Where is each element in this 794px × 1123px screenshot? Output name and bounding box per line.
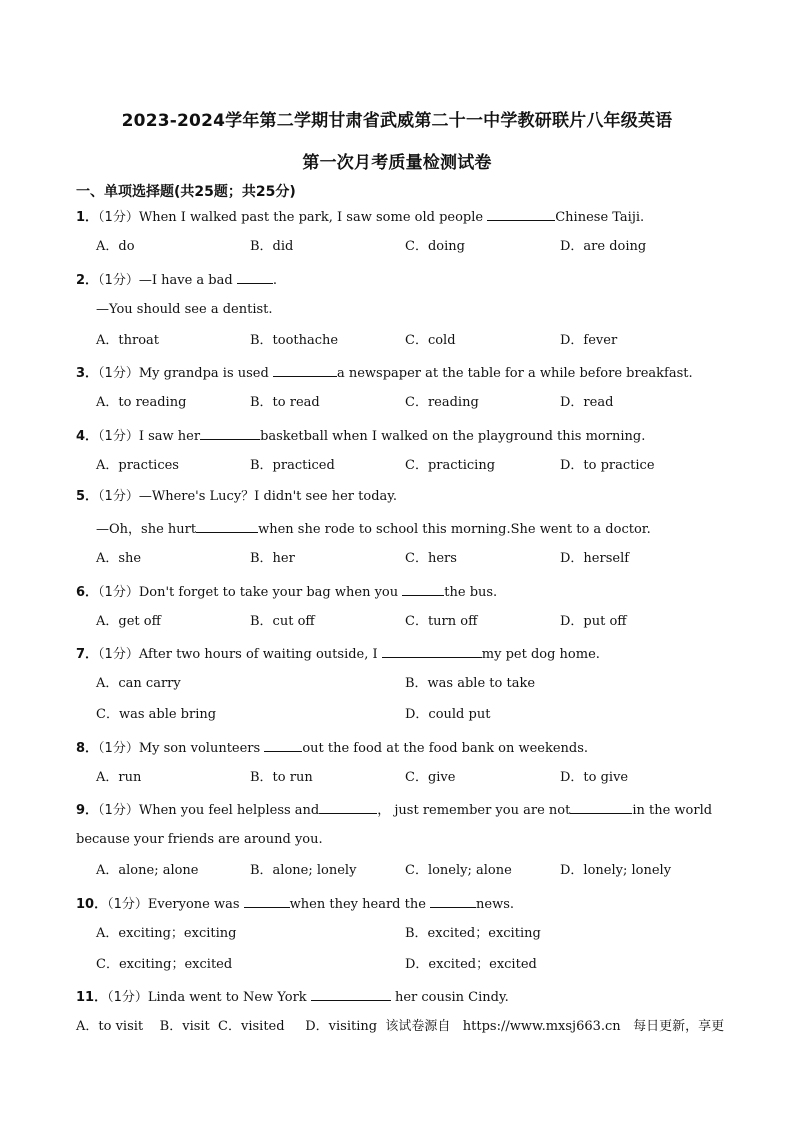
question-6: 6．（1分）Don't forget to take your bag when you the bus. [76, 585, 498, 600]
option-a: A．throat [96, 333, 160, 348]
option-b: B．to read [250, 395, 320, 410]
option-d: D．could put [405, 707, 491, 722]
question-9-continued: because your friends are around you. [76, 832, 323, 847]
option-b: B．toothache [250, 333, 339, 348]
exam-title-line1: 2023-2024学年第二学期甘肃省武威第二十一中学教研联片八年级英语 [121, 111, 673, 131]
answer-blank [196, 520, 258, 533]
question-2-reply: —You should see a dentist. [96, 302, 273, 317]
option-d: D．excited；excited [405, 957, 537, 972]
option-a: A．she [96, 551, 142, 566]
question-2: 2．（1分）—I have a bad . [76, 273, 277, 288]
option-b: B．to run [250, 770, 313, 785]
option-a: A．can carry [96, 676, 181, 691]
answer-blank [200, 427, 260, 440]
source-url[interactable]: https://www.mxsj663.cn [462, 1019, 621, 1034]
option-c: C．lonely; alone [405, 863, 512, 878]
option-c: C．practicing [405, 458, 496, 473]
answer-blank [487, 208, 555, 221]
question-7: 7．（1分）After two hours of waiting outside, I my pet dog home. [76, 647, 600, 662]
option-d: D．lonely; lonely [560, 863, 672, 878]
option-b: B．practiced [250, 458, 335, 473]
option-b: B．her [250, 551, 295, 566]
answer-blank [382, 645, 482, 658]
answer-blank [402, 583, 444, 596]
option-b: B．did [250, 239, 294, 254]
answer-blank [244, 895, 290, 908]
option-d: D．fever [560, 333, 618, 348]
option-a: A．do [96, 239, 135, 254]
source-tail: 每日更新，享更 [633, 1019, 725, 1034]
answer-blank [430, 895, 476, 908]
question-3: 3．（1分）My grandpa is used a newspaper at the table for a while before breakfast. [76, 366, 693, 381]
option-a: A．practices [96, 458, 179, 473]
option-c: C．reading [405, 395, 479, 410]
options-q11-and-source-note [76, 1019, 724, 1035]
option-c: C．turn off [405, 614, 478, 629]
answer-blank [273, 364, 337, 377]
option-a: A．alone; alone [96, 863, 199, 878]
option-a: A．to reading [96, 395, 187, 410]
option-c: C．hers [405, 551, 457, 566]
option-d: D．to give [560, 770, 629, 785]
option-d: D．herself [560, 551, 630, 566]
question-8: 8．（1分）My son volunteers out the food at the food bank on weekends. [76, 741, 589, 756]
option-d: D．to practice [560, 458, 655, 473]
option-b: B．alone; lonely [250, 863, 357, 878]
option-b: B．was able to take [405, 676, 536, 691]
question-1: 1．（1分）When I walked past the park, I saw some old people Chinese Taiji. [76, 210, 645, 225]
question-10: 10．（1分）Everyone was when they heard the news. [76, 897, 515, 912]
question-4: 4．（1分）I saw her basketball when I walked on the playground this morning. [76, 429, 646, 444]
option-c: C．visited [218, 1019, 285, 1034]
answer-blank [570, 801, 632, 814]
question-5-reply: —Oh，she hurt when she rode to school this morning.She went to a doctor. [96, 522, 651, 537]
answer-blank [264, 739, 302, 752]
option-c: C．doing [405, 239, 465, 254]
answer-blank [237, 271, 273, 284]
option-c: C．cold [405, 333, 456, 348]
question-9: 9．（1分）When you feel helpless and ， just remember you are not in the world [76, 803, 713, 818]
source-note: 该试卷源自 [385, 1019, 451, 1034]
section-heading: 一、单项选择题(共25题；共25分) [76, 184, 296, 200]
question-5: 5．（1分）—Where's Lucy？I didn't see her today. [76, 489, 398, 504]
option-c: C．was able bring [96, 707, 217, 722]
option-a: A．to visit [76, 1019, 144, 1034]
option-a: A．get off [96, 614, 161, 629]
option-c: C．give [405, 770, 456, 785]
option-d: D．visiting [305, 1019, 378, 1034]
option-a: A．exciting；exciting [96, 926, 237, 941]
exam-title-line2: 第一次月考质量检测试卷 [302, 153, 492, 173]
answer-blank [319, 801, 377, 814]
option-d: D．read [560, 395, 614, 410]
option-a: A．run [96, 770, 142, 785]
option-d: D．put off [560, 614, 627, 629]
option-b: B．cut off [250, 614, 315, 629]
question-11: 11．（1分）Linda went to New York her cousin Cindy. [76, 990, 509, 1005]
answer-blank [311, 988, 391, 1001]
option-b: B．excited；exciting [405, 926, 541, 941]
option-d: D．are doing [560, 239, 647, 254]
option-c: C．exciting；excited [96, 957, 233, 972]
option-b: B．visit [159, 1019, 210, 1034]
